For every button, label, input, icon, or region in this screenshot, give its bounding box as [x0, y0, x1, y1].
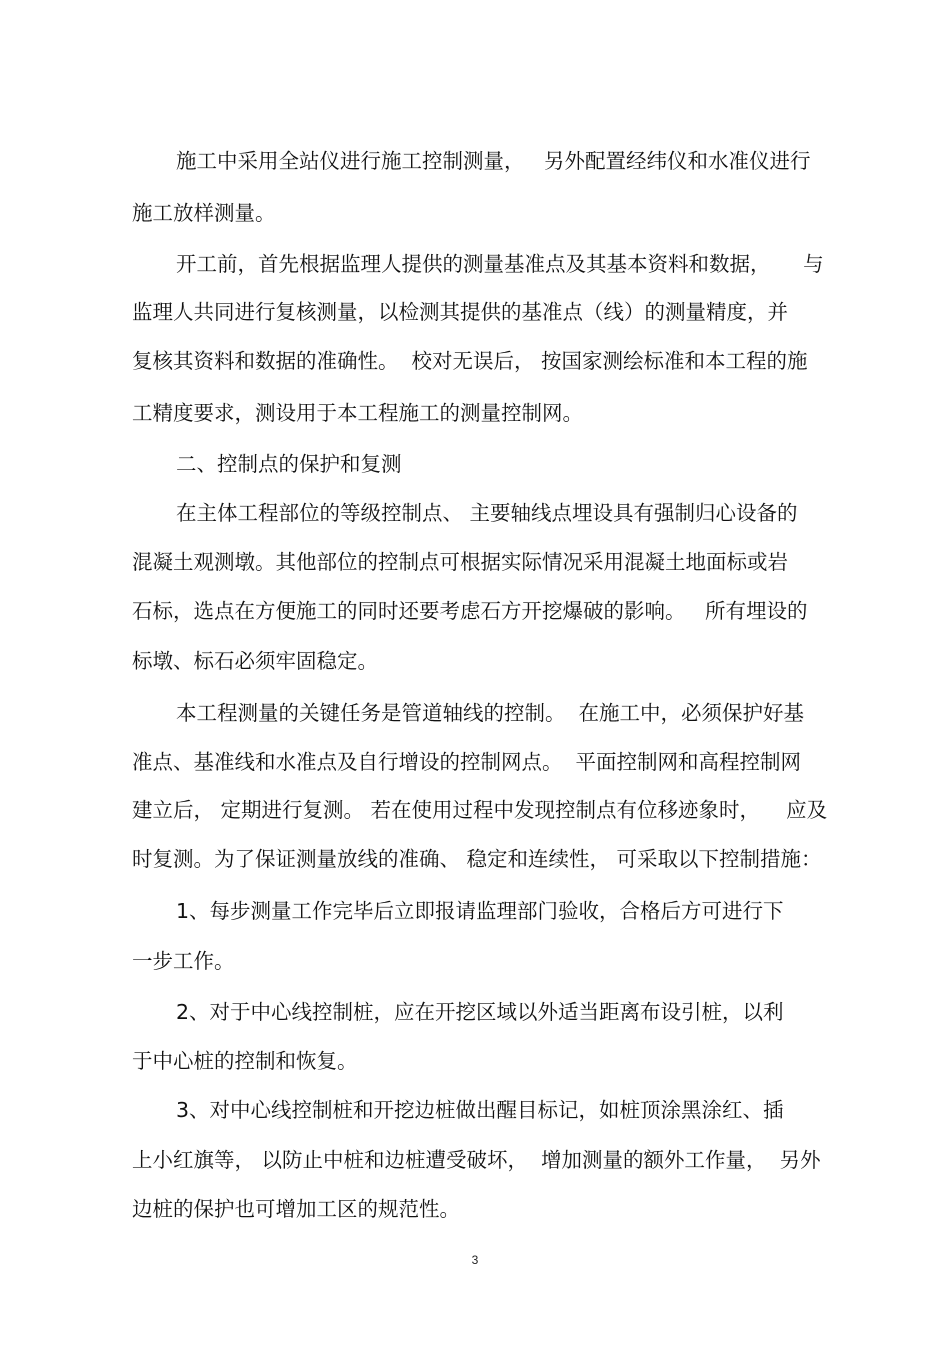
text-line: 开工前，首先根据监理人提供的测量基准点及其基本资料和数据， 与 [176, 252, 824, 276]
text-line: 一步工作。 [132, 949, 235, 973]
text-line: 边桩的保护也可增加工区的规范性。 [132, 1197, 460, 1221]
text-line: 石标，选点在方便施工的同时还要考虑石方开挖爆破的影响。 所有埋设的 [132, 599, 808, 623]
text-line: 准点、基准线和水准点及自行增设的控制网点。 平面控制网和高程控制网 [132, 750, 802, 774]
text-line: 建立后， 定期进行复测。 若在使用过程中发现控制点有位移迹象时， 应及 [132, 798, 828, 822]
text-line: 施工中采用全站仪进行施工控制测量， 另外配置经纬仪和水准仪进行 [176, 149, 811, 173]
text-line: 时复测。为了保证测量放线的准确、 稳定和连续性， 可采取以下控制措施： [132, 847, 822, 871]
text-line: 在主体工程部位的等级控制点、 主要轴线点埋设具有强制归心设备的 [176, 501, 798, 525]
page-number: 3 [471, 1253, 479, 1267]
list-item: 1、每步测量工作完毕后立即报请监理部门验收，合格后方可进行下 [176, 899, 784, 923]
list-item: 2、对于中心线控制桩，应在开挖区域以外适当距离布设引桩，以利 [176, 1000, 784, 1024]
text-line: 本工程测量的关键任务是管道轴线的控制。 在施工中，必须保护好基 [176, 701, 805, 725]
text-line: 上小红旗等， 以防止中桩和边桩遭受破坏， 增加测量的额外工作量， 另外 [132, 1148, 821, 1172]
list-item: 3、对中心线控制桩和开挖边桩做出醒目标记，如桩顶涂黑涂红、插 [176, 1098, 784, 1122]
text-line: 标墩、标石必须牢固稳定。 [132, 649, 378, 673]
text-line: 于中心桩的控制和恢复。 [132, 1049, 358, 1073]
text-line: 施工放样测量。 [132, 201, 276, 225]
text-line: 工精度要求，测设用于本工程施工的测量控制网。 [132, 401, 583, 425]
text-line: 复核其资料和数据的准确性。 校对无误后， 按国家测绘标准和本工程的施 [132, 349, 808, 373]
section-heading: 二、控制点的保护和复测 [176, 452, 402, 476]
text-line: 混凝土观测墩。其他部位的控制点可根据实际情况采用混凝土地面标或岩 [132, 550, 788, 574]
text-line: 监理人共同进行复核测量，以检测其提供的基准点（线）的测量精度，并 [132, 300, 788, 324]
